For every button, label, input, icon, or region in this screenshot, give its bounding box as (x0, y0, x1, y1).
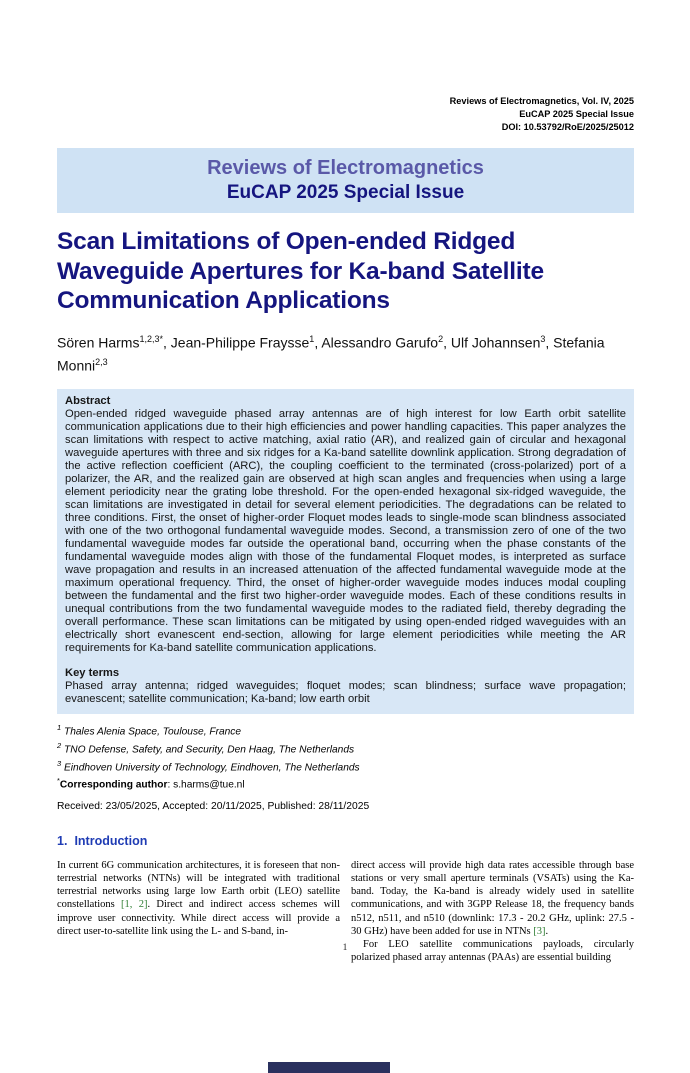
journal-masthead (450, 95, 634, 133)
banner-issue-name: EuCAP 2025 Special Issue (226, 182, 465, 203)
footer-bar (268, 1062, 390, 1073)
intro-paragraph: In current 6G communication architectures, it is foreseen that non-terrestrial networks (NTNs) will be integrated with traditional terrestrial networks using large low Earth orbit (LEO) satellite constellations [1, 2]. Direct and indirect access schemes will improve user connectivity. While direct access will provide a direct user-to-satellite link using the L- and S-band, in- (57, 859, 340, 937)
key-terms-label: Key terms (65, 666, 120, 679)
section-title: Introduction (74, 833, 148, 848)
page-content (57, 148, 634, 965)
citation-link[interactable]: [1, 2] (121, 899, 148, 911)
affiliation-1: $^1$ Thales Alenia Space, Toulouse, France (57, 722, 242, 738)
banner-journal-name: Reviews of Electromagnetics (207, 157, 484, 179)
journal-banner (57, 148, 634, 213)
key-terms-block (65, 667, 626, 706)
page-number: 1 (342, 943, 348, 953)
authors-line: Sören Harms$^{1,2,3*}$, Jean-Philippe Fraysse$^1$, Alessandro Garufo$^2$, Ulf Johannsen$^3$, Stefania Monni$^{2,3}$ (57, 333, 605, 374)
citation-link[interactable]: [3] (533, 925, 546, 937)
intro-paragraph: For LEO satellite communications payloads, circularly polarized phased array antennas (PAAs) are essential building (351, 939, 634, 964)
dates-line: Received: 23/05/2025, Accepted: 20/11/2025, Published: 28/11/2025 (57, 801, 370, 813)
affiliation-3: $^3$ Eindhoven University of Technology, Eindhoven, The Netherlands (57, 758, 360, 773)
key-terms-text: Phased array antenna; ridged waveguides; floquet modes; scan blindness; surface wave propagation; evanescent; satellite communication; Ka-band; low earth orbit (65, 679, 626, 705)
intro-paragraph: direct access will provide high data rates accessible through base stations or very small aperture terminals (VSATs) using the Ka-band. Today, the Ka-band is already widely used in satellite communications, and with 3GPP Release 18, the frequency bands n512, n511, and n510 (downlink: 17.3 - 20.2 GHz, uplink: 27.5 - 30 GHz) have been added for use in NTNs [3]. (351, 859, 634, 937)
abstract-label: Abstract (65, 394, 111, 407)
article-title: Scan Limitations of Open-ended Ridged Waveguide Apertures for Ka-band Satellite Communication Applications (57, 228, 544, 314)
email-link[interactable]: s.harms@tue.nl (173, 779, 245, 791)
corresponding-author-line: *Corresponding author: s.harms@tue.nl (57, 776, 245, 791)
masthead-doi-line: DOI: 10.53792/RoE/2025/25012 (501, 121, 634, 132)
masthead-journal-line: Reviews of Electromagnetics, Vol. IV, 2025 (449, 96, 634, 106)
affiliation-2: $^2$ TNO Defense, Safety, and Security, Den Haag, The Netherlands (57, 740, 355, 756)
abstract-box (57, 389, 634, 714)
section-number: 1. (57, 833, 68, 848)
abstract-text: Open-ended ridged waveguide phased array antennas are of high interest for low Earth orbit satellite communication applications due to their high efficiencies and power handling capacities. This paper analyzes the scan limitations with respect to active matching, axial ratio (AR), and realized gain of circular and hexagonal waveguide apertures with three and six ridges for a Ka-band satellite downlink application. Strong degradation of the active reflection coefficient (ARC), the coupling coefficient to the terminated (cross-polarized) port of a polarizer, the AR, and the realized gain are observed at high scan angles and frequencies when using a large element periodicity near the grating lobe threshold. For the open-ended hexagonal six-ridged waveguide, the scan limitations are investigated in detail for several element periodicities. The degradations can be related to three conditions. First, the onset of higher-order Floquet modes leads to single-mode scan blindness associated with one of the two orthogonal fundamental waveguide modes. Second, a transmission zero of one of the two fundamental waveguide modes far outside the operational band, occurring when the phase constants of the fundamental waveguide modes align with those of the fundamental Floquet modes, is interpreted as surface wave propagation and results in an increased attenuation of the affected fundamental waveguide mode at the maximum operational frequency. Third, the onset of higher-order waveguide modes induces modal coupling between the fundamental and the first two higher-order waveguide modes. Each of these conditions results in unequal contributions from the two fundamental waveguide modes to the radiated field, thereby degrading the overall performance. These scan limitations can be mitigated by using open-ended ridged waveguides with an electrically short evanescent end-section, allowing for large element periodicities while meeting the AR requirements for Ka-band satellite communication applications. (65, 407, 626, 654)
article-meta (57, 721, 634, 814)
masthead-issue-line: EuCAP 2025 Special Issue (519, 108, 634, 119)
section-heading-introduction (57, 834, 634, 848)
